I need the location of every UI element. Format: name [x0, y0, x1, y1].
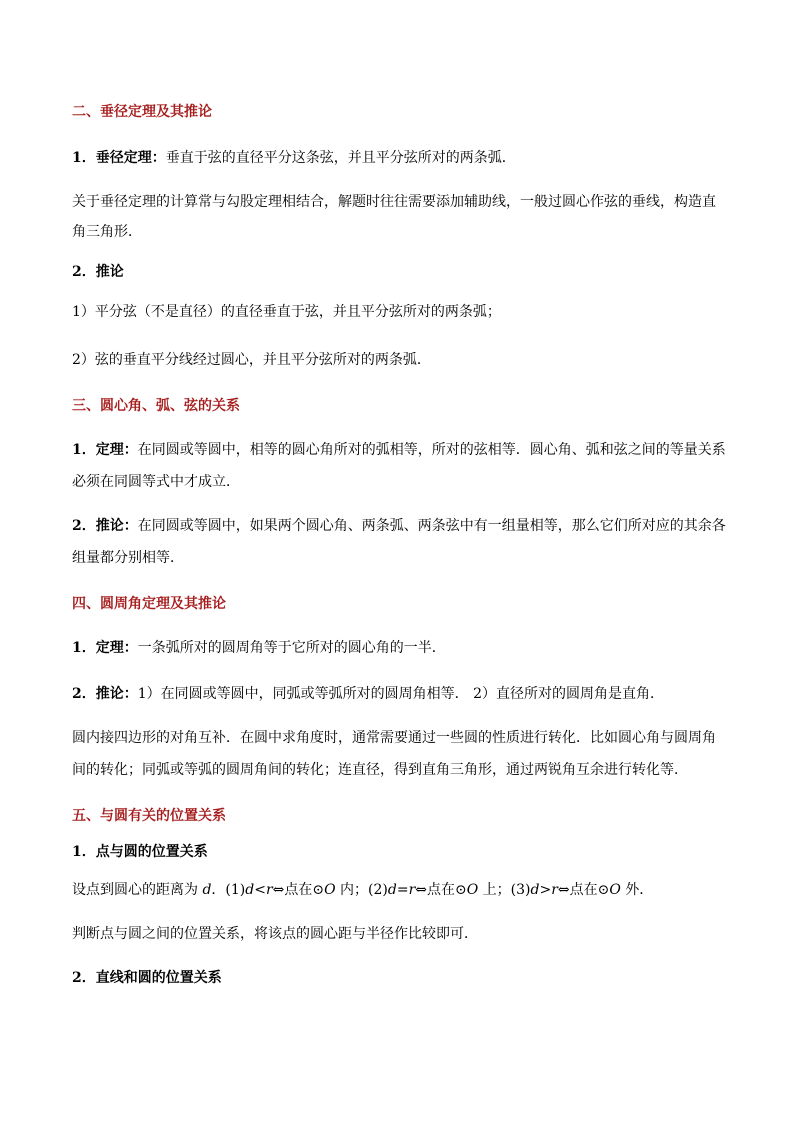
term-text: 一条弧所对的圆周角等于它所对的圆心角的一半．	[137, 640, 446, 656]
paragraph-2-3-label: 2．推论	[72, 264, 124, 280]
paragraph-2-5: 2）弦的垂直平分线经过圆心，并且平分弦所对的两条弧．	[72, 352, 431, 368]
math-expr: d=r	[387, 882, 416, 898]
paragraph-3-2-line-2: 组量都分别相等．	[72, 550, 184, 566]
text-run: 外．	[620, 882, 654, 898]
term-text: 1）在同圆或等圆中，同弧或等弧所对的圆周角相等． 2）直径所对的圆周角是直角．	[137, 686, 665, 702]
paragraph-3-1-line-2: 必须在同圆等式中才成立．	[72, 474, 240, 490]
paragraph-4-3-line-2: 间的转化；同弧或等弧的圆周角间的转化；连直径，得到直角三角形，通过两锐角互余进行转化等．	[72, 762, 688, 778]
paragraph-2-2-line-1: 关于垂径定理的计算常与勾股定理相结合，解题时往往需要添加辅助线，一般过圆心作弦的垂线，构造直	[72, 194, 716, 210]
text-run: 内；(2)	[335, 882, 388, 898]
math-expr: d>r	[530, 882, 558, 898]
section-heading-3: 三、圆心角、弧、弦的关系	[72, 398, 240, 414]
text-run: ⇔点在⊙	[557, 882, 610, 898]
paragraph-3-2-line-1	[72, 516, 726, 536]
paragraph-3-1-line-1	[72, 440, 726, 460]
term-label: 1．垂径定理：	[72, 150, 166, 166]
paragraph-5-3: 判断点与圆之间的位置关系，将该点的圆心距与半径作比较即可．	[72, 926, 478, 942]
paragraph-5-1-label: 1．点与圆的位置关系	[72, 844, 208, 860]
term-text: 垂直于弦的直径平分这条弦，并且平分弦所对的两条弧．	[165, 150, 516, 166]
paragraph-5-4-label: 2．直线和圆的位置关系	[72, 970, 222, 986]
paragraph-2-2-line-2: 角三角形．	[72, 224, 142, 240]
math-expr: d<r	[245, 882, 273, 898]
math-var: O	[609, 882, 621, 898]
paragraph-2-4: 1）平分弦（不是直径）的直径垂直于弦，并且平分弦所对的两条弧；	[72, 304, 501, 320]
term-label: 2．推论：	[72, 686, 138, 702]
paragraph-4-1	[72, 638, 446, 658]
term-text: 在同圆或等圆中，相等的圆心角所对的弧相等，所对的弦相等．圆心角、弧和弦之间的等量关系	[137, 442, 726, 458]
paragraph-4-2	[72, 684, 664, 704]
math-var: O	[324, 882, 336, 898]
paragraph-4-3-line-1: 圆内接四边形的对角互补．在圆中求角度时，通常需要通过一些圆的性质进行转化．比如圆心角与圆周角	[72, 730, 716, 746]
section-heading-5: 五、与圆有关的位置关系	[72, 808, 226, 824]
term-text: 在同圆或等圆中，如果两个圆心角、两条弧、两条弦中有一组量相等，那么它们所对应的其余各	[137, 518, 726, 534]
term-label: 2．推论：	[72, 518, 138, 534]
text-run: 设点到圆心的距离为	[72, 882, 203, 898]
text-run: ⇔点在⊙	[272, 882, 325, 898]
math-var: d	[202, 882, 212, 898]
section-heading-4: 四、圆周角定理及其推论	[72, 596, 226, 612]
math-var: O	[466, 882, 479, 898]
text-run: 上；(3)	[478, 882, 531, 898]
text-run: ．(1)	[211, 882, 246, 898]
paragraph-5-2	[72, 880, 653, 900]
term-label: 1．定理：	[72, 442, 138, 458]
paragraph-2-1	[72, 148, 516, 168]
term-label: 1．定理：	[72, 640, 138, 656]
text-run: ⇔点在⊙	[415, 882, 467, 898]
section-heading-2: 二、垂径定理及其推论	[72, 104, 212, 120]
